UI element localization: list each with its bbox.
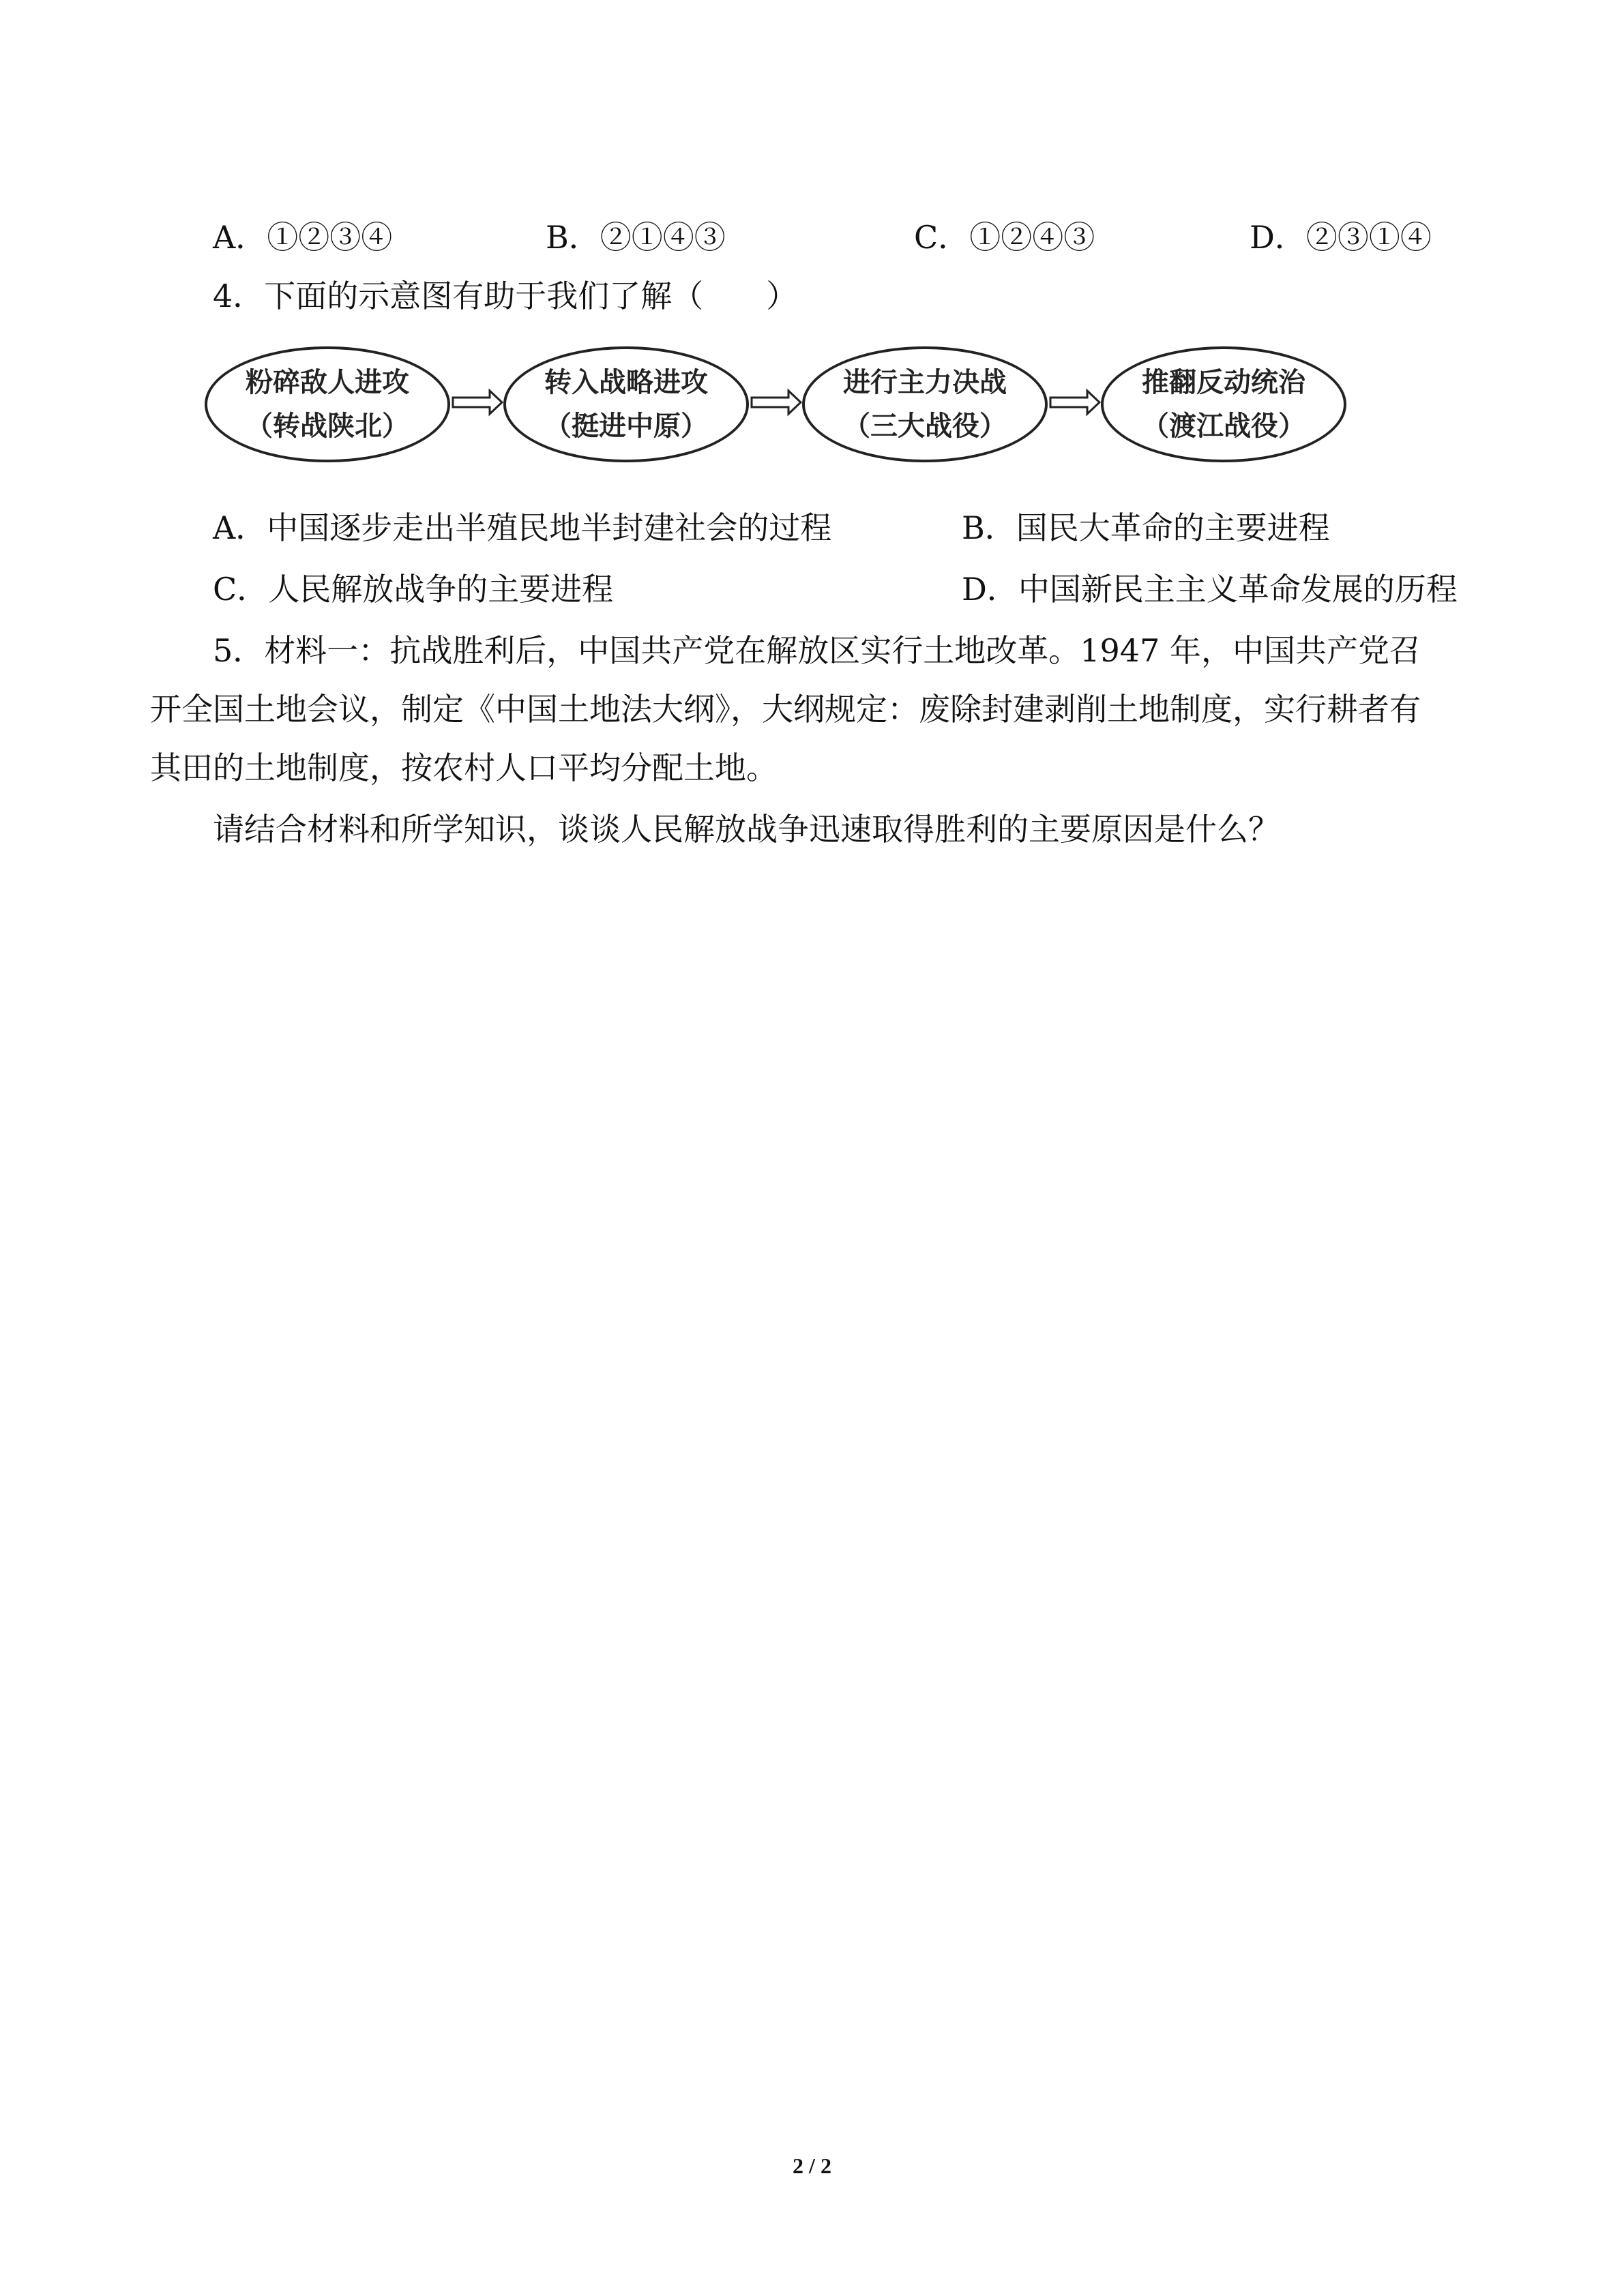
q5-material-line-1: 5．材料一：抗战胜利后，中国共产党在解放区实行土地改革。1947 年，中国共产党召 [213,632,1421,669]
q3-option-d: D．②③①④ [1250,219,1432,256]
q4-option-a: A．中国逐步走出半殖民地半封建社会的过程 [213,509,832,546]
stage-1-title: 粉碎敌人进攻 [246,367,409,398]
diagram-stage-1 [205,346,450,462]
stage-3-title: 进行主力决战 [843,367,1007,398]
q3-option-b: B．②①④③ [546,219,726,256]
diagram-stage-3 [802,346,1048,462]
q4-stem: 4．下面的示意图有助于我们了解（ ） [213,278,798,314]
diagram-stage-2 [503,346,749,462]
stage-2-title: 转入战略进攻 [544,367,708,398]
q3-option-c: C．①②④③ [914,219,1095,256]
arrow-icon [1049,387,1101,417]
arrow-icon [452,387,503,417]
stage-4-subtitle: （渡江战役） [1142,411,1305,442]
q5-question: 请结合材料和所学知识，谈谈人民解放战争迅速取得胜利的主要原因是什么？ [213,811,1280,848]
stage-3-subtitle: （三大战役） [843,411,1007,442]
arrow-icon [750,387,802,417]
stage-4-title: 推翻反动统治 [1142,367,1305,398]
flow-diagram [205,341,1364,471]
q4-option-c: C．人民解放战争的主要进程 [213,571,614,608]
q4-option-d: D．中国新民主主义革命发展的历程 [962,571,1458,608]
page-number: 2 / 2 [793,2153,831,2178]
q3-option-a: A．①②③④ [213,219,393,256]
q5-material-line-3: 其田的土地制度，按农村人口平均分配土地。 [150,749,778,786]
q5-material-line-2: 开全国土地会议，制定《中国土地法大纲》，大纲规定：废除封建剥削土地制度，实行耕者有 [150,691,1421,728]
stage-1-subtitle: （转战陕北） [246,411,409,442]
diagram-stage-4 [1101,346,1346,462]
q4-option-b: B．国民大革命的主要进程 [962,509,1330,546]
stage-2-subtitle: （挺进中原） [544,411,708,442]
